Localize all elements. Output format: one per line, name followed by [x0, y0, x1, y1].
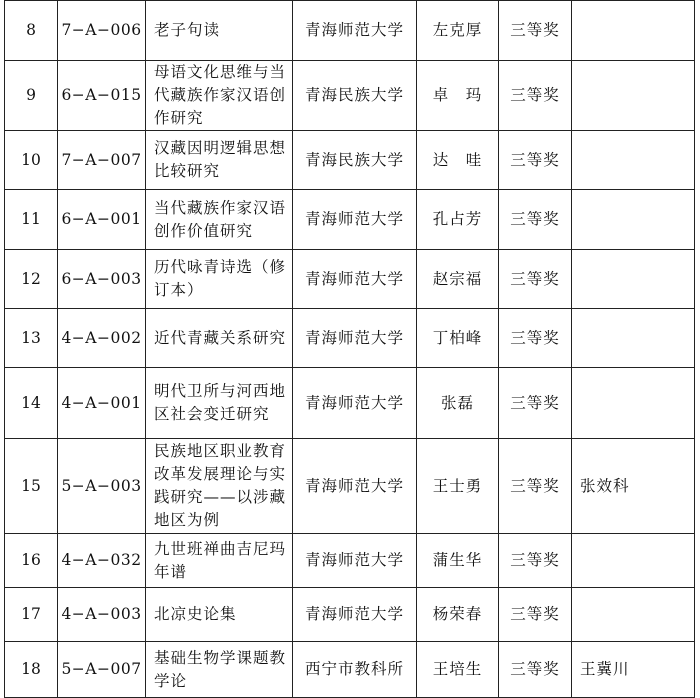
work-title [146, 250, 293, 309]
project-code: 5−A−003 [58, 439, 146, 534]
work-title-text: 民族地区职业教育改革发展理论与实践研究——以涉藏地区为例 [154, 442, 287, 529]
work-title [146, 368, 293, 439]
work-unit: 青海师范大学 [293, 250, 417, 309]
author-name: 赵宗福 [417, 250, 499, 309]
author-name: 卓 玛 [417, 61, 499, 131]
award-level: 三等奖 [499, 190, 572, 250]
work-unit: 青海师范大学 [293, 190, 417, 250]
work-title-text: 北凉史论集 [154, 605, 237, 623]
work-title [146, 439, 293, 534]
award-level: 三等奖 [499, 642, 572, 698]
work-unit: 青海民族大学 [293, 131, 417, 190]
table-row [5, 309, 695, 368]
work-title-text: 近代青藏关系研究 [154, 328, 287, 347]
row-number: 18 [5, 642, 58, 698]
work-title [146, 309, 293, 368]
table-row [5, 642, 695, 698]
table-row [5, 250, 695, 309]
work-unit: 青海师范大学 [293, 534, 417, 588]
work-unit: 西宁市教科所 [293, 642, 417, 698]
author-name: 杨荣春 [417, 588, 499, 642]
project-code: 4−A−003 [58, 588, 146, 642]
table-body [5, 1, 695, 698]
award-level: 三等奖 [499, 588, 572, 642]
row-number: 14 [5, 368, 58, 439]
author-name: 王士勇 [417, 439, 499, 534]
work-title-text: 基础生物学课题教学论 [154, 648, 287, 690]
award-level: 三等奖 [499, 534, 572, 588]
work-unit: 青海师范大学 [293, 309, 417, 368]
work-title-text: 九世班禅曲吉尼玛年谱 [154, 539, 287, 581]
row-number: 15 [5, 439, 58, 534]
award-table [4, 0, 695, 698]
note-cell [572, 1, 695, 61]
author-name: 王培生 [417, 642, 499, 698]
work-title [146, 61, 293, 131]
project-code: 6−A−001 [58, 190, 146, 250]
work-unit: 青海师范大学 [293, 368, 417, 439]
award-level: 三等奖 [499, 439, 572, 534]
row-number: 11 [5, 190, 58, 250]
work-title-text: 历代咏青诗选（修订本） [154, 258, 287, 299]
table-row [5, 368, 695, 439]
project-code: 4−A−002 [58, 309, 146, 368]
work-title-text: 当代藏族作家汉语创作价值研究 [154, 198, 287, 240]
table-row [5, 131, 695, 190]
row-number: 8 [5, 1, 58, 61]
note-cell [572, 250, 695, 309]
award-level: 三等奖 [499, 1, 572, 61]
row-number: 9 [5, 61, 58, 131]
work-title [146, 131, 293, 190]
work-title [146, 1, 293, 61]
author-name: 左克厚 [417, 1, 499, 61]
award-level: 三等奖 [499, 250, 572, 309]
project-code: 7−A−006 [58, 1, 146, 61]
award-level: 三等奖 [499, 131, 572, 190]
note-cell: 张效科 [572, 439, 695, 534]
project-code: 6−A−003 [58, 250, 146, 309]
project-code: 5−A−007 [58, 642, 146, 698]
work-title-text: 汉藏因明逻辑思想比较研究 [154, 139, 287, 180]
work-unit: 青海师范大学 [293, 439, 417, 534]
note-cell [572, 534, 695, 588]
note-cell: 王冀川 [572, 642, 695, 698]
author-name: 达 哇 [417, 131, 499, 190]
work-title-text: 老子句读 [154, 21, 221, 39]
author-name: 丁柏峰 [417, 309, 499, 368]
author-name: 孔占芳 [417, 190, 499, 250]
note-cell [572, 368, 695, 439]
project-code: 6−A−015 [58, 61, 146, 131]
row-number: 16 [5, 534, 58, 588]
work-unit: 青海民族大学 [293, 61, 417, 131]
work-title-text: 母语文化思维与当代藏族作家汉语创作研究 [154, 63, 287, 127]
table-row [5, 588, 695, 642]
table-row [5, 534, 695, 588]
work-unit: 青海师范大学 [293, 588, 417, 642]
row-number: 17 [5, 588, 58, 642]
note-cell [572, 309, 695, 368]
note-cell [572, 190, 695, 250]
work-title [146, 190, 293, 250]
project-code: 4−A−001 [58, 368, 146, 439]
note-cell [572, 588, 695, 642]
work-title-text: 明代卫所与河西地区社会变迁研究 [154, 382, 287, 423]
author-name: 张磊 [417, 368, 499, 439]
row-number: 10 [5, 131, 58, 190]
work-title [146, 534, 293, 588]
award-level: 三等奖 [499, 368, 572, 439]
project-code: 4−A−032 [58, 534, 146, 588]
table-row [5, 439, 695, 534]
table-row [5, 61, 695, 131]
row-number: 12 [5, 250, 58, 309]
note-cell [572, 131, 695, 190]
work-unit: 青海师范大学 [293, 1, 417, 61]
note-cell [572, 61, 695, 131]
project-code: 7−A−007 [58, 131, 146, 190]
work-title [146, 588, 293, 642]
row-number: 13 [5, 309, 58, 368]
table-row [5, 190, 695, 250]
table-row [5, 1, 695, 61]
author-name: 蒲生华 [417, 534, 499, 588]
work-title [146, 642, 293, 698]
award-level: 三等奖 [499, 61, 572, 131]
award-level: 三等奖 [499, 309, 572, 368]
